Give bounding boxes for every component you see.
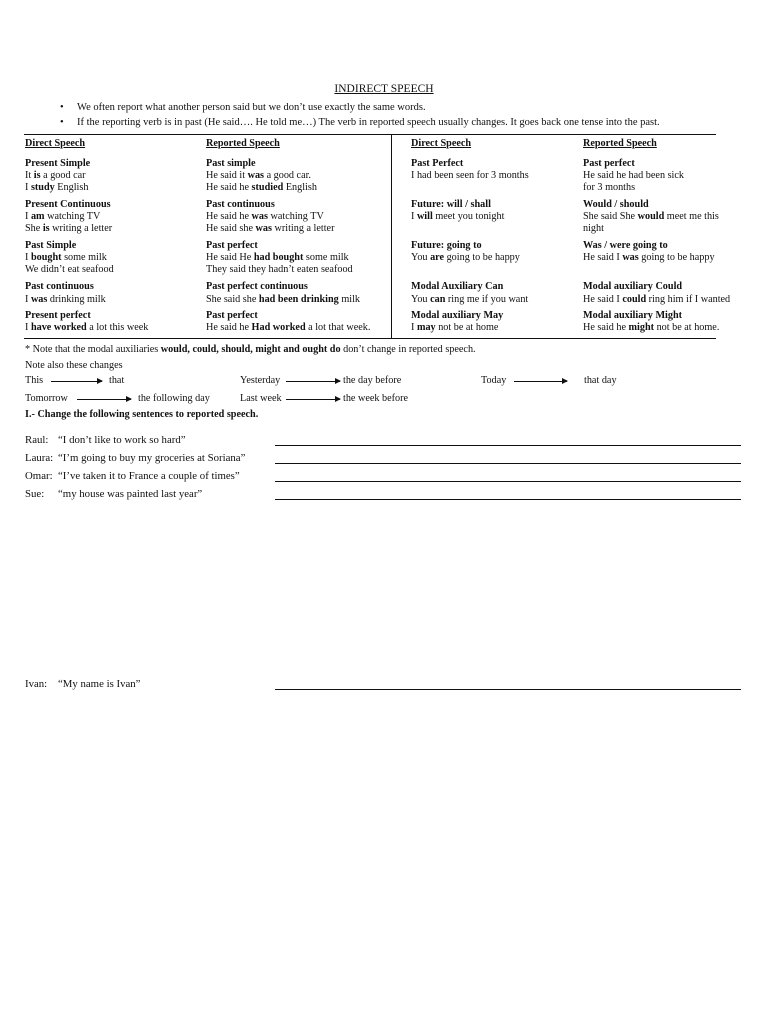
arrow-icon bbox=[77, 399, 131, 400]
example-sentence: I bought some milk bbox=[25, 252, 107, 263]
change-from: This bbox=[25, 375, 44, 386]
bullet-dot: • bbox=[60, 117, 64, 128]
tense-name: Past perfect continuous bbox=[206, 281, 308, 292]
example-sentence: It is a good car bbox=[25, 170, 86, 181]
example-sentence: They said they hadn’t eaten seafood bbox=[206, 264, 353, 275]
exercise-quote: “my house was painted last year” bbox=[58, 488, 203, 500]
exercise-quote: “I don’t like to work so hard” bbox=[58, 434, 186, 446]
change-from: Last week bbox=[240, 393, 282, 404]
arrow-icon bbox=[286, 381, 340, 382]
tense-name: Modal auxiliary May bbox=[411, 310, 504, 321]
table-header: Reported Speech bbox=[206, 138, 280, 149]
answer-line[interactable] bbox=[275, 481, 741, 482]
example-sentence: I have worked a lot this week bbox=[25, 322, 149, 333]
example-sentence: You can ring me if you want bbox=[411, 294, 529, 305]
example-sentence: He said he might not be at home. bbox=[583, 322, 720, 333]
exercise-speaker: Laura: bbox=[25, 452, 54, 464]
tense-name: Modal auxiliary Could bbox=[583, 281, 683, 292]
example-sentence: We didn’t eat seafood bbox=[25, 264, 114, 275]
example-sentence: He said I was going to be happy bbox=[583, 252, 715, 263]
example-sentence: He said it was a good car. bbox=[206, 170, 311, 181]
arrow-icon bbox=[514, 381, 567, 382]
tense-name: Present Simple bbox=[25, 158, 91, 169]
arrow-icon bbox=[51, 381, 102, 382]
exercise-quote: “My name is Ivan” bbox=[58, 678, 141, 690]
tense-name: Past perfect bbox=[206, 310, 258, 321]
arrow-icon bbox=[286, 399, 340, 400]
example-sentence: He said he had been sick bbox=[583, 170, 684, 181]
exercise-speaker: Omar: bbox=[25, 470, 53, 482]
example-sentence: I am watching TV bbox=[25, 211, 101, 222]
tense-name: Present Continuous bbox=[25, 199, 111, 210]
table-divider bbox=[391, 134, 392, 339]
tense-name: Past perfect bbox=[206, 240, 258, 251]
tense-name: Modal Auxiliary Can bbox=[411, 281, 504, 292]
tense-name: Modal auxiliary Might bbox=[583, 310, 683, 321]
answer-line[interactable] bbox=[275, 463, 741, 464]
example-sentence: He said she was writing a letter bbox=[206, 223, 335, 234]
example-sentence: He said He had bought some milk bbox=[206, 252, 349, 263]
table-top-rule bbox=[24, 134, 716, 135]
table-header: Direct Speech bbox=[411, 138, 472, 149]
table-header: Reported Speech bbox=[583, 138, 657, 149]
example-sentence: I will meet you tonight bbox=[411, 211, 505, 222]
modal-note: * Note that the modal auxiliaries would, could, should, might and ought do don’t change in reported speech. bbox=[25, 344, 476, 355]
example-sentence: He said I could ring him if I wanted bbox=[583, 294, 731, 305]
example-sentence: You are going to be happy bbox=[411, 252, 520, 263]
example-sentence: I may not be at home bbox=[411, 322, 499, 333]
table-header: Direct Speech bbox=[25, 138, 86, 149]
tense-name: Future: going to bbox=[411, 240, 482, 251]
exercise-quote: “I’m going to buy my groceries at Soriana” bbox=[58, 452, 246, 464]
tense-name: Past Simple bbox=[25, 240, 77, 251]
answer-line[interactable] bbox=[275, 499, 741, 500]
example-sentence: She is writing a letter bbox=[25, 223, 113, 234]
tense-name: Past perfect bbox=[583, 158, 635, 169]
example-sentence: I was drinking milk bbox=[25, 294, 106, 305]
page-title: INDIRECT SPEECH bbox=[334, 83, 434, 95]
example-sentence: He said he Had worked a lot that week. bbox=[206, 322, 371, 333]
bullet-text: We often report what another person said but we don’t use exactly the same words. bbox=[77, 102, 426, 113]
table-bottom-rule bbox=[24, 338, 716, 339]
bullet-dot: • bbox=[60, 102, 64, 113]
example-sentence: He said he was watching TV bbox=[206, 211, 324, 222]
tense-name: Would / should bbox=[583, 199, 649, 210]
change-to: that day bbox=[584, 375, 617, 386]
exercise-speaker: Sue: bbox=[25, 488, 45, 500]
example-sentence: for 3 months bbox=[583, 182, 636, 193]
exercise-quote: “I’ve taken it to France a couple of times” bbox=[58, 470, 240, 482]
example-sentence: She said she had been drinking milk bbox=[206, 294, 360, 305]
tense-name: Present perfect bbox=[25, 310, 91, 321]
change-from: Today bbox=[481, 375, 507, 386]
note-also: Note also these changes bbox=[25, 360, 123, 371]
exercise-heading: I.- Change the following sentences to reported speech. bbox=[25, 409, 259, 420]
tense-name: Past simple bbox=[206, 158, 256, 169]
change-to: the following day bbox=[138, 393, 210, 404]
change-to: the week before bbox=[343, 393, 409, 404]
exercise-speaker: Ivan: bbox=[25, 678, 48, 690]
tense-name: Past continuous bbox=[206, 199, 275, 210]
tense-name: Past continuous bbox=[25, 281, 94, 292]
answer-line[interactable] bbox=[275, 445, 741, 446]
change-to: the day before bbox=[343, 375, 402, 386]
change-from: Tomorrow bbox=[25, 393, 68, 404]
example-sentence: night bbox=[583, 223, 604, 234]
bullet-text: If the reporting verb is in past (He said…. He told me…) The verb in reported speech usually changes. It goes back one tense into the past. bbox=[77, 117, 660, 128]
example-sentence: She said She would meet me this bbox=[583, 211, 719, 222]
tense-name: Future: will / shall bbox=[411, 199, 491, 210]
tense-name: Was / were going to bbox=[583, 240, 668, 251]
change-to: that bbox=[109, 375, 125, 386]
exercise-speaker: Raul: bbox=[25, 434, 49, 446]
example-sentence: I study English bbox=[25, 182, 89, 193]
answer-line[interactable] bbox=[275, 689, 741, 690]
example-sentence: I had been seen for 3 months bbox=[411, 170, 529, 181]
change-from: Yesterday bbox=[240, 375, 281, 386]
tense-name: Past Perfect bbox=[411, 158, 464, 169]
example-sentence: He said he studied English bbox=[206, 182, 317, 193]
